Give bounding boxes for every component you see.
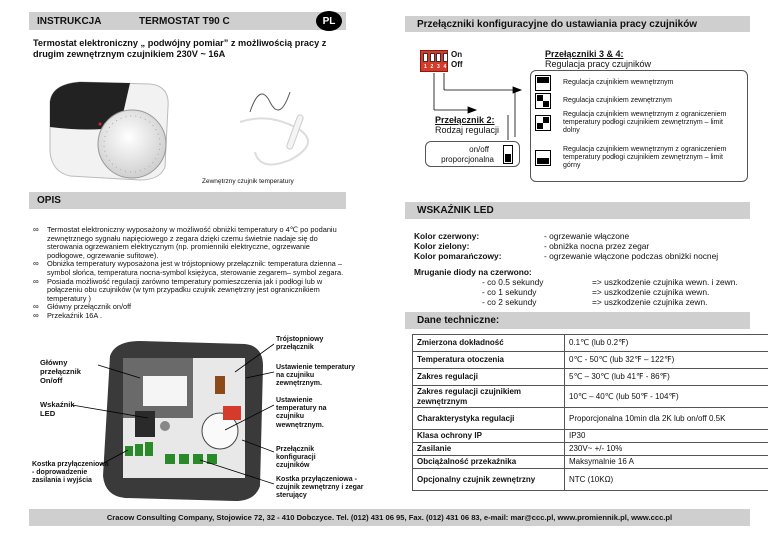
label-main-switch: Główny przełącznik On/off [40,358,81,385]
dip-num: 4 [443,64,447,70]
mode-box [425,141,520,167]
tech-key: Zasilanie [413,443,565,456]
table-row [413,456,768,469]
option-row [535,111,728,136]
tech-heading-bar [405,312,750,329]
tech-value: Proporcjonalna 10min dla 2K lub on/off 0.5K [565,408,768,430]
blink-row [414,277,754,287]
switch34-title: Przełączniki 3 & 4: [545,49,624,59]
switch-state-icon [535,93,551,109]
footer-bar [29,509,750,526]
led-colors [414,231,754,261]
label-external-setpoint: Ustawienie temperatury na czujniku zewnętrznym. [276,364,355,388]
mode-switch-icon [503,145,513,164]
table-row [413,443,768,456]
tech-key: Opcjonalny czujnik zewnętrzny [413,469,565,491]
tech-value: IP30 [565,430,768,443]
list-item: ∞ Obniżka temperatury wyposażona jest w trójstopniowy przełącznik: temperatura dzienna –symbol słońca, temperatura nocna-symbol księżyca, sterowanie zegarem– symbol zegara. [33,260,345,277]
table-row [413,469,768,491]
mode-proportional-label: proporcjonalna [441,155,494,164]
tech-table [412,334,768,491]
dip-on-label: On [451,50,463,59]
blink-title: Mruganie diody na czerwono: [414,267,532,277]
led-row [414,251,754,261]
option-text: Regulacja czujnikiem wewnętrznym z ograniczeniem temperatury podłogi czujnikiem zewnętrznym – limit górny [563,146,727,170]
label-led: Wskaźnik LED [40,400,75,418]
label-internal-setpoint: Ustawienie temperatury na czujniku wewnętrznym. [276,397,327,429]
list-item: ∞ Przekaźnik 16A . [33,312,345,321]
switch2-title: Przełącznik 2: [435,115,495,125]
led-row [414,231,754,241]
switch-state-icon [535,115,551,131]
option-text: Regulacja czujnikiem wewnętrznym [563,78,674,86]
tech-key: Charakterystyka regulacji [413,408,565,430]
option-text: Regulacja czujnikiem wewnętrznym z ograniczeniem temperatury podłogi czujnikiem zewnętrznym – limit dolny [563,111,727,135]
opis-heading: OPIS [37,195,61,206]
dip-off-label: Off [451,60,463,69]
config-heading: Przełączniki konfiguracyjne do ustawiania pracy czujników [417,18,698,30]
language-badge: PL [316,11,342,31]
table-row [413,352,768,369]
led-row-label: Kolor zielony: [414,241,470,251]
list-item: ∞ Posiada możliwość regulacji zarówno temperatury pomieszczenia jak i podłogi lub w połączeniu obu czujników (w tym przypadku czujnik zewnętrzny jest ogranicznikiem temperatury ) [33,278,345,304]
tech-heading: Dane techniczne: [417,315,500,326]
options-box [530,70,748,182]
blink-row-label: - co 0.5 sekundy [482,277,544,287]
tech-key: Zmierzona dokładność [413,335,565,352]
list-item: ∞ Termostat elektroniczny wyposażony w możliwość obniżki temperatury o 4℃ po podaniu zewnętrznego sygnału napięciowego z zegara dzięki czemu świetnie nadaje się do sterowania ogrzewaniem elektrycznym (np. promienniki elektryczne, ogrzewanie podłogowe, ogrzewanie sufitowe). [33,226,345,260]
option-row [535,75,674,91]
table-row [413,386,768,408]
footer-contact: Cracow Consulting Company, Stojowice 72, 32 - 410 Dobczyce. Tel. (012) 431 06 95, Fax. (012) 431 06 83, e-mail: mar@ccc.pl, www.promiennik.pl, www.ccc.pl [106,513,673,522]
intro-text: Termostat elektroniczny „ podwójny pomiar” z możliwością pracy z drugim zewnętrznym czujnikiem 230V ~ 16A [33,38,327,59]
switch2-subtitle: Rodzaj regulacji [435,125,500,136]
blink-row-value: => uszkodzenie czujnika zewn. [592,297,708,307]
led-heading-bar [405,202,750,219]
doc-title: INSTRUKCJA [37,15,102,27]
led-blink [414,267,754,307]
list-item: ∞ Główny przełącznik on/off [33,303,345,312]
dip-num: 1 [424,64,427,70]
dip-num: 2 [430,64,434,70]
option-text: Regulacja czujnikiem zewnętrznym [563,96,672,104]
option-row [535,93,672,109]
table-row [413,369,768,386]
blink-row-value: => uszkodzenie czujnika wewn. i zewn. [592,277,738,287]
tech-key: Obciążalność przekaźnika [413,456,565,469]
tech-value: 0℃ - 50℃ (lub 32℉ – 122℉) [565,352,768,369]
switch2-block [435,115,499,136]
label-three-stage-switch: Trójstopniowy przełącznik [276,336,324,352]
option-row [535,146,728,171]
label-config-switch: Przełącznik konfiguracji czujników [276,446,316,470]
led-row-label: Kolor czerwony: [414,231,480,241]
blink-row-value: => uszkodzenie czujnika wewn. [592,287,710,297]
tech-key: Klasa ochrony IP [413,430,565,443]
led-row-label: Kolor pomarańczowy: [414,251,502,261]
tech-key: Temperatura otoczenia [413,352,565,369]
tech-value: 230V~ +/- 10% [565,443,768,456]
dip-num: 3 [437,64,440,70]
led-row-value: - ogrzewanie włączone podczas obniżki nocnej [544,251,719,261]
tech-value: Maksymalnie 16 A [565,456,768,469]
table-row [413,408,768,430]
label-terminals-power: Kostka przyłączeniowa - doprowadzenie zasilania i wyjścia [32,461,109,485]
led-row [414,241,754,251]
switch-state-icon [535,75,551,91]
mode-onoff-label: on/off [469,145,489,154]
led-row-value: - ogrzewanie włączone [544,231,630,241]
tech-key: Zakres regulacji [413,369,565,386]
tech-value: 0.1℃ (lub 0.2℉) [565,335,768,352]
blink-row [414,297,754,307]
led-heading: WSKAŹNIK LED [417,205,494,216]
led-row-value: - obniżka nocna przez zegar [544,241,650,251]
tech-value: NTC (10KΩ) [565,469,768,491]
blink-row-label: - co 2 sekundy [482,297,537,307]
switch-state-icon [535,150,551,166]
blink-row [414,287,754,297]
blink-row-label: - co 1 sekundy [482,287,537,297]
table-row [413,430,768,443]
tech-key: Zakres regulacji czujnikiem zewnętrznym [413,386,565,408]
tech-value: 5℃ – 30℃ (lub 41℉ - 86℉) [565,369,768,386]
switch34-subtitle: Regulacja pracy czujników [545,59,652,70]
model-name: TERMOSTAT T90 C [139,15,230,27]
table-row [413,335,768,352]
tech-value: 10℃ – 40℃ (lub 50℉ - 104℉) [565,386,768,408]
label-terminals-sensor: Kostka przyłączeniowa - czujnik zewnętrzny i zegar sterujący [276,476,364,500]
photo-caption: Zewnętrzny czujnik temperatury [202,178,294,185]
